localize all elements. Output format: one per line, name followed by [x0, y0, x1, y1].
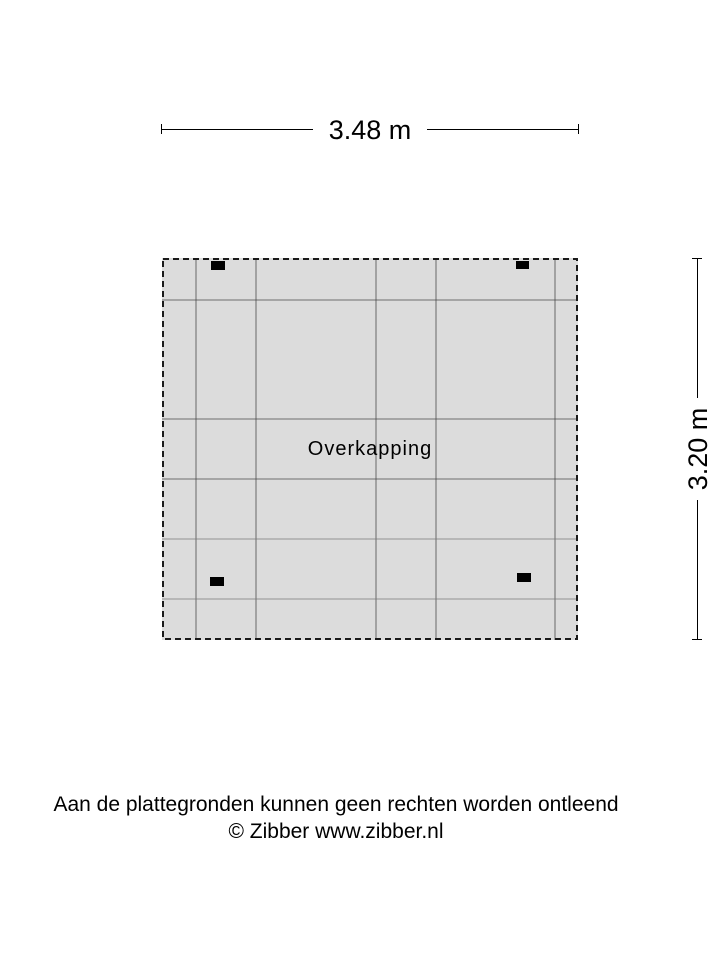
post-bottom-right: [517, 573, 531, 582]
room-label: Overkapping: [307, 438, 433, 460]
height-dimension-line-top: [697, 258, 698, 398]
width-dimension-label: 3.48 m: [328, 115, 412, 145]
post-bottom-left: [210, 577, 224, 586]
disclaimer-text: Aan de plattegronden kunnen geen rechten worden ontleend: [53, 793, 619, 816]
copyright-text: © Zibber www.zibber.nl: [228, 820, 444, 843]
post-top-right: [516, 261, 529, 269]
height-dimension-line-bottom: [697, 500, 698, 640]
width-dimension: [161, 112, 579, 148]
post-top-left: [211, 261, 225, 270]
height-dimension-end-tick: [692, 639, 702, 640]
width-dimension-line-right: [427, 129, 579, 130]
height-dimension: [680, 258, 716, 640]
width-dimension-end-tick: [578, 124, 579, 134]
height-dimension-label: 3.20 m: [683, 407, 713, 491]
